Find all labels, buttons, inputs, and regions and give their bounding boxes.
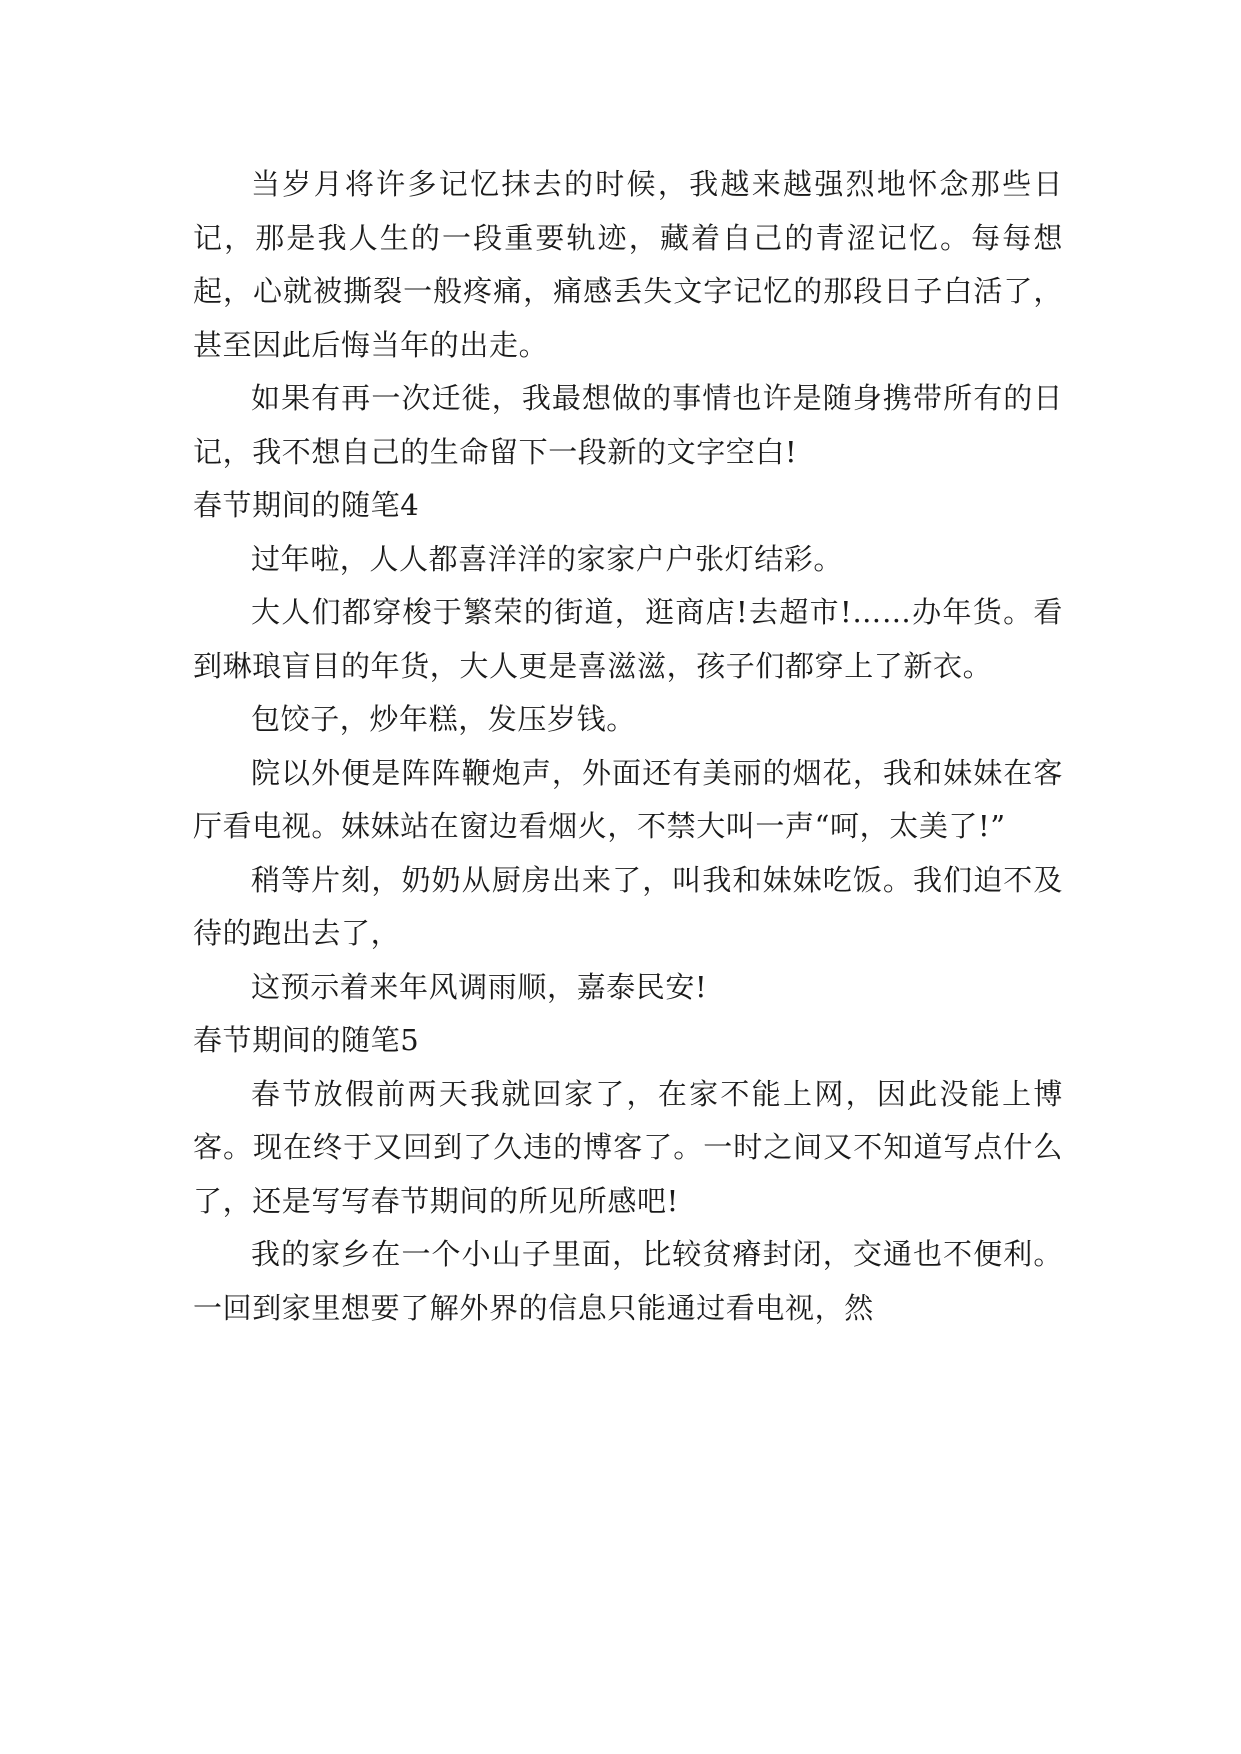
section-heading: 春节期间的随笔5	[193, 1023, 420, 1057]
paragraph: 包饺子，炒年糕，发压岁钱。	[251, 702, 636, 736]
paragraph: 院以外便是阵阵鞭炮声，外面还有美丽的烟花，我和妹妹在客厅看电视。妹妹站在窗边看烟火，不禁大叫一声“呵，太美了!”	[193, 755, 1063, 843]
paragraph: 大人们都穿梭于繁荣的街道，逛商店!去超市!……办年货。看到琳琅盲目的年货，大人更是喜滋滋，孩子们都穿上了新衣。	[193, 595, 1063, 683]
paragraph: 这预示着来年风调雨顺，嘉泰民安!	[251, 969, 708, 1004]
paragraph: 如果有再一次迁徙，我最想做的事情也许是随身携带所有的日记，我不想自己的生命留下一段新的文字空白!	[193, 381, 1063, 469]
paragraph: 春节放假前两天我就回家了，在家不能上网，因此没能上博客。现在终于又回到了久违的博客了。一时之间又不知道写点什么了，还是写写春节期间的所见所感吧!	[193, 1076, 1063, 1218]
paragraph: 过年啦，人人都喜洋洋的家家户户张灯结彩。	[251, 541, 844, 576]
section-heading: 春节期间的随笔4	[193, 488, 420, 522]
paragraph: 当岁月将许多记忆抹去的时候，我越来越强烈地怀念那些日记，那是我人生的一段重要轨迹，藏着自己的青涩记忆。每每想起，心就被撕裂一般疼痛，痛感丢失文字记忆的那段日子白活了，甚至因此后悔当年的出走。	[193, 167, 1063, 362]
paragraph: 我的家乡在一个小山子里面，比较贫瘠封闭，交通也不便利。一回到家里想要了解外界的信息只能通过看电视，然	[193, 1237, 1063, 1325]
document-body	[193, 158, 1063, 1335]
paragraph: 稍等片刻，奶奶从厨房出来了，叫我和妹妹吃饭。我们迫不及待的跑出去了，	[193, 862, 1063, 950]
